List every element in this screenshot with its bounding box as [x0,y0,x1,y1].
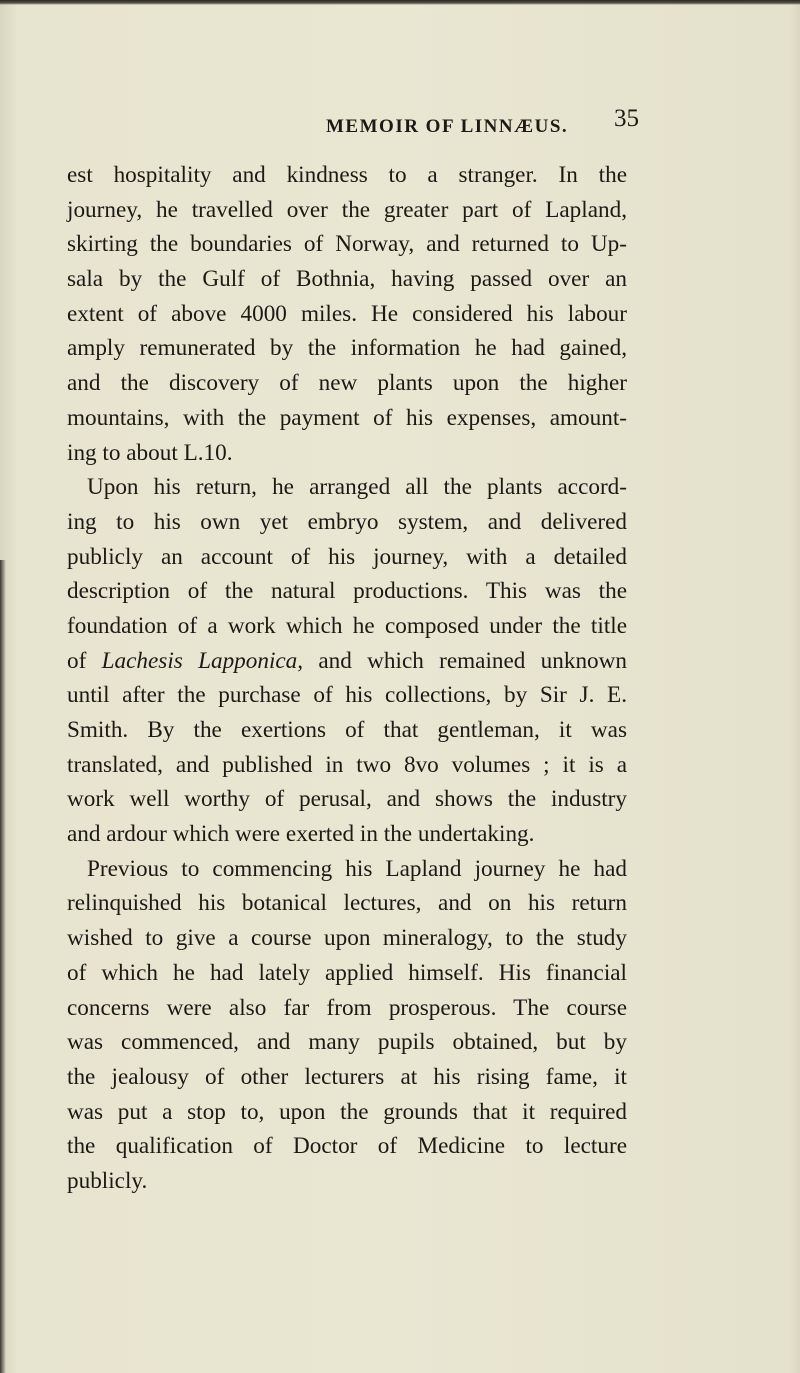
text-line: est hospitality and kindness to a stranger. In the [67,162,627,188]
page-number: 35 [614,105,639,132]
text-line: until after the purchase of his collections, by Sir J. E. [67,682,627,709]
page-left-shadow [0,560,6,1373]
book-title: Lachesis Lapponica, [101,647,304,674]
text-line: publicly. [67,1167,148,1194]
text-line: the qualification of Doctor of Medicine to lecture [67,1133,627,1160]
text-line: ing to about L.10. [67,439,233,466]
text-line: skirting the boundaries of Norway, and returned to Up- [67,231,627,258]
text-fragment: of [67,647,102,674]
text-line: publicly an account of his journey, with a detailed [67,543,627,570]
running-head: MEMOIR OF LINNÆUS. [326,116,569,137]
text-line: sala by the Gulf of Bothnia, having passed over an [67,266,627,293]
text-line: and ardour which were exerted in the undertaking. [67,821,535,848]
text-line: wished to give a course upon mineralogy, to the study [67,925,627,952]
text-line: the jealousy of other lecturers at his rising fame, it [67,1063,627,1090]
text-line: ing to his own yet embryo system, and delivered [67,508,627,535]
text-line: Previous to commencing his Lapland journey he had [87,855,627,882]
text-line: was put a stop to, upon the grounds that it required [67,1098,627,1125]
text-line: description of the natural productions. This was the [67,578,627,605]
text-line: journey, he travelled over the greater part of Lapland, [67,196,627,223]
text-line: relinquished his botanical lectures, and on his return [67,890,627,917]
page-top-shadow [0,0,800,5]
text-line: Smith. By the exertions of that gentleman, it was [67,717,627,743]
text-fragment: and which remained unknown [303,647,627,674]
text-line: translated, and published in two 8vo volumes ; it is a [67,751,627,778]
body-text [67,158,627,1199]
text-line: mountains, with the payment of his expenses, amount- [67,404,627,431]
text-line: of which he had lately applied himself. His financial [67,959,627,986]
text-line: amply remunerated by the information he had gained, [67,335,627,362]
text-line: was commenced, and many pupils obtained, but by [67,1029,627,1056]
text-line: work well worthy of perusal, and shows the industry [67,786,627,813]
text-line: extent of above 4000 miles. He considered his labour [67,300,627,327]
text-line: Upon his return, he arranged all the plants accord- [87,474,627,501]
text-line: foundation of a work which he composed under the title [67,612,627,639]
text-line-with-title [67,644,627,679]
text-line: and the discovery of new plants upon the higher [67,370,627,397]
text-line: concerns were also far from prosperous. The course [67,994,627,1021]
